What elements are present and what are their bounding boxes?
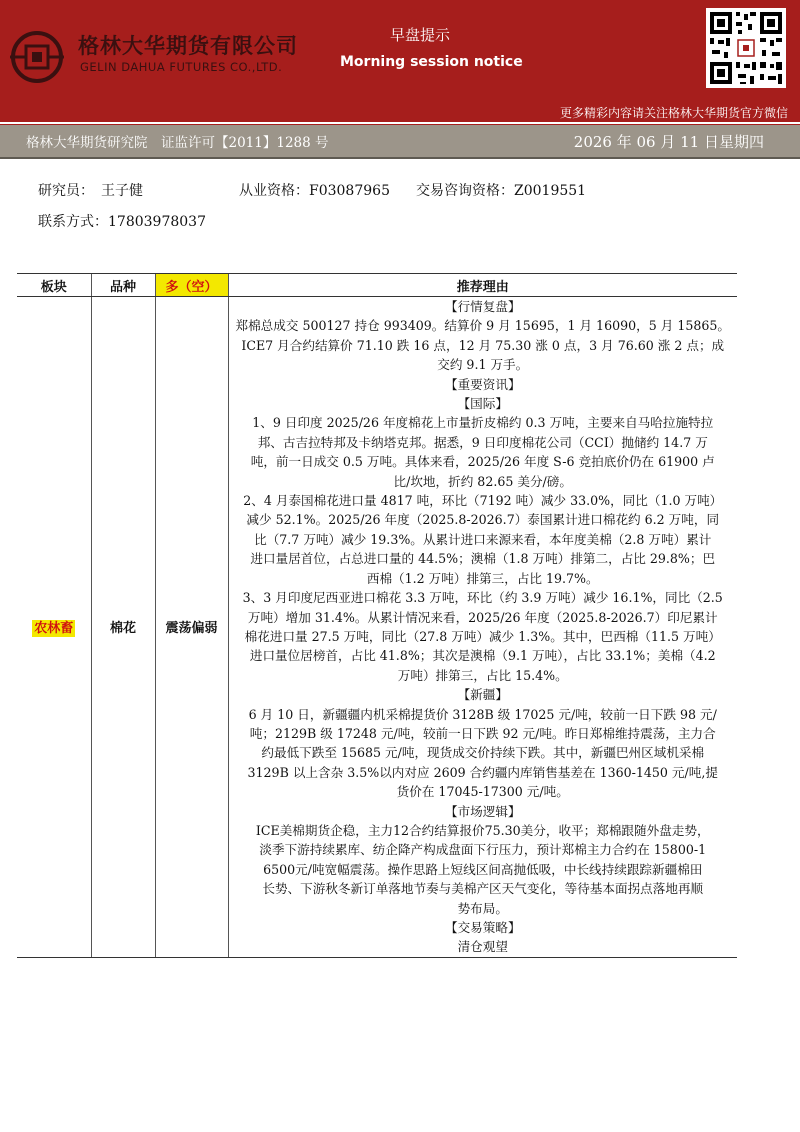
reason-line: 淡季下游持续累库、纺企降产构成盘面下行压力，预计郑棉主力合约在 15800-1 [259,842,707,858]
reason-line: 【新疆】 [457,687,508,703]
reason-line: 清仓观望 [457,939,508,955]
view-cell: 震荡偏弱 [155,297,228,958]
reason-line: ICE7 月合约结算价 71.10 跌 16 点，12 月 75.30 涨 0 点，3 月 76.60 涨 2 点；成 [241,337,725,353]
reason-line: 西棉（1.2 万吨）排第三，占比 19.7%。 [366,570,599,586]
reason-line: 减少 52.1%。2025/26 年度（2025.8-2026.7）泰国累计进口棉花约 6.2 万吨，同 [246,512,720,528]
follow-wechat-note: 更多精彩内容请关注格林大华期货官方微信 [559,106,788,120]
researcher-contact: 联系方式：17803978037 [38,214,206,230]
institute-license: 格林大华期货研究院 证监许可【2011】1288 号 [26,135,329,151]
institute-bar [0,125,800,159]
reason-line: 【重要资讯】 [444,376,521,392]
company-name-en: GELIN DAHUA FUTURES CO.,LTD. [80,60,283,74]
reason-cell [228,297,737,958]
reason-line: 3129B 以上含杂 3.5%以内对应 2609 合约疆内库销售基差在 1360-1450 元/吨,提 [247,764,718,780]
reason-line: 交约 9.1 万手。 [437,357,529,373]
reason-line: 约最低下跌至 15685 元/吨，现货成交价持续下跌。其中，新疆巴州区域机采棉 [261,745,705,761]
reason-line: 邦、古吉拉特邦及卡纳塔克邦。据悉，9 日印度棉花公司（CCI）抛储约 14.7 万 [257,434,708,450]
company-name-cn: 格林大华期货有限公司 [78,34,298,58]
column-header-sector: 板块 [17,274,91,297]
sector-label: 农林畜 [34,621,74,637]
column-header-view [155,274,228,297]
reason-line: 6500元/吨宽幅震荡。操作思路上短线区间高抛低吸，中长线持续跟踪新疆棉田 [263,861,703,877]
reason-line: 1、9 日印度 2025/26 年度棉花上市量折皮棉约 0.3 万吨，主要来自马哈拉施特拉 [252,415,714,431]
reason-line: 6 月 10 日，新疆疆内机采棉提货价 3128B 级 17025 元/吨，较前一日下跌 98 元/ [248,706,717,722]
reason-line: 【行情复盘】 [444,299,521,314]
reason-line: 3、3 月印度尼西亚进口棉花 3.3 万吨，环比（约 3.9 万吨）减少 16.1%，同比（2.5 [242,590,723,606]
variety-cell: 棉花 [91,297,155,958]
sector-cell [17,297,91,958]
reason-line: 吨，前一日成交 0.5 万吨。具体来看，2025/26 年度 S-6 竞拍底价仍在 61900 卢 [250,454,715,470]
column-header-view-label: 多（空） [165,279,218,295]
reason-line: 【市场逻辑】 [444,803,521,819]
reason-line: 郑棉总成交 500127 持仓 993409。结算价 9 月 15695，1 月 16090，5 月 15865。 [235,318,730,334]
researcher-consult-qualification: 交易咨询资格：Z0019551 [416,183,587,199]
recommendation-table [17,273,737,958]
report-date: 2026 年 06 月 11 日星期四 [573,133,764,151]
table-row [17,297,737,958]
reason-line: 万吨）增加 31.4%。从累计情况来看，2025/26 年度（2025.8-2026.7）印尼累计 [247,609,718,625]
table-header-row [17,274,737,297]
reason-line: 进口量居首位，占总进口量的 44.5%；澳棉（1.8 万吨）排第二，占比 29.8%；巴 [250,551,716,567]
reason-line: 势布局。 [457,900,508,916]
reason-line: ICE美棉期货企稳，主力12合约结算报价75.30美分，收平；郑棉跟随外盘走势， [255,822,710,838]
reason-line: 棉花进口量 27.5 万吨，同比（27.8 万吨）减少 1.3%。其中，巴西棉（11.5 万吨） [244,628,721,644]
wechat-qr-code-icon [706,8,786,88]
reason-line: 进口量位居榜首，占比 41.8%；其次是澳棉（9.1 万吨），占比 33.1%；美棉（4.2 [249,648,716,664]
column-header-reason: 推荐理由 [228,274,737,297]
reason-line: 【国际】 [457,396,508,412]
report-title-en: Morning session notice [340,54,523,70]
reason-line: 【交易策略】 [444,920,521,935]
researcher-name: 研究员： 王子健 [38,183,143,199]
header-divider [0,122,800,124]
researcher-qualification: 从业资格：F03087965 [239,183,390,199]
reason-line: 万吨）排第三，占比 15.4%。 [397,667,568,683]
reason-line: 比（7.7 万吨）减少 19.3%。从累计进口来源来看，本年度美棉（2.8 万吨）累计 [254,531,712,547]
reason-line: 2、4 月泰国棉花进口量 4817 吨，环比（7192 吨）减少 33.0%，同比（1.0 万吨） [243,493,723,509]
reason-line: 吨；2129B 级 17248 元/吨，较前一日下跌 92 元/吨。昨日郑棉维持震荡，主力合 [249,725,716,741]
report-title-cn: 早盘提示 [390,26,451,44]
report-header [0,0,800,125]
column-header-variety: 品种 [91,274,155,297]
reason-line: 货价在 17045-17300 元/吨。 [396,784,569,800]
reason-line: 比/坎地，折约 82.65 美分/磅。 [393,473,572,489]
reason-line: 长势、下游秋冬新订单落地节奏与美棉产区天气变化，等待基本面拐点落地再顺 [262,881,704,897]
company-logo-icon [10,30,64,84]
